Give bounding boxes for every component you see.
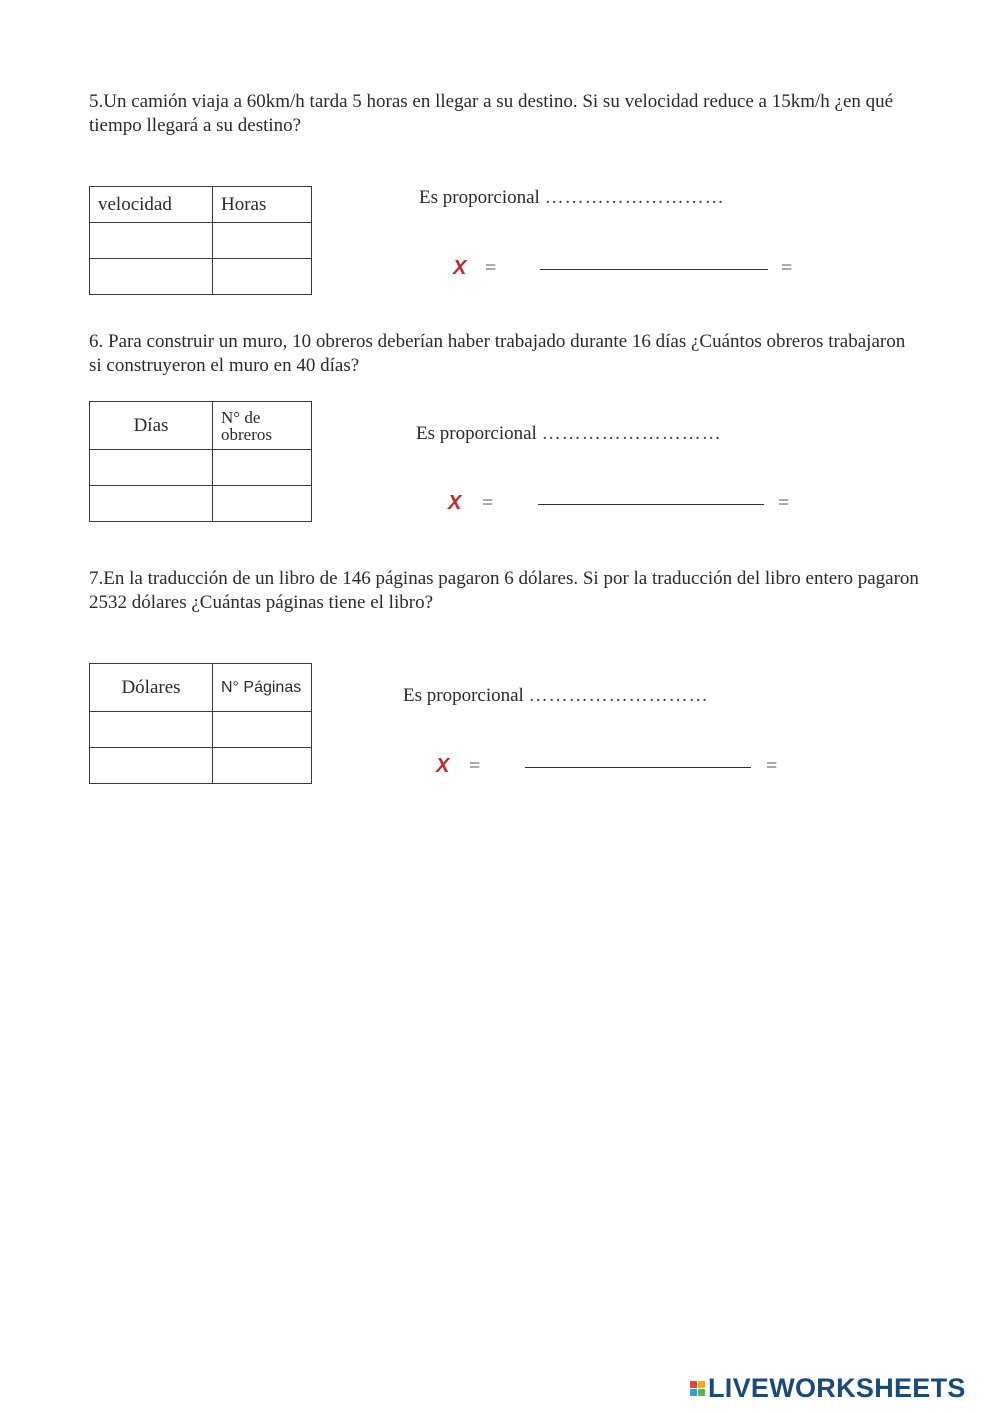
proportional-label: Es proporcional <box>403 685 524 706</box>
proportional-field-5 <box>419 187 725 209</box>
table-cell[interactable] <box>90 486 213 522</box>
table-header-obreros: N° de obreros <box>213 402 312 450</box>
proportional-label: Es proporcional <box>416 423 537 444</box>
table-header-dias: Días <box>90 402 213 450</box>
problem-5-table <box>89 186 312 295</box>
equals-sign: = <box>485 257 497 279</box>
proportional-blank[interactable]: ……………………… <box>541 423 722 444</box>
table-cell[interactable] <box>213 450 312 486</box>
fraction-line[interactable] <box>540 269 768 270</box>
problem-6-text: 6. Para construir un muro, 10 obreros deberían haber trabajado durante 16 días ¿Cuántos obreros trabajaron si construyeron el muro en 40 días? <box>89 331 906 376</box>
problem-7-text: 7.En la traducción de un libro de 146 páginas pagaron 6 dólares. Si por la traducción del libro entero pagaron 2532 dólares ¿Cuántas páginas tiene el libro? <box>89 568 919 613</box>
proportional-label: Es proporcional <box>419 187 540 208</box>
problem-5-text: 5.Un camión viaja a 60km/h tarda 5 horas en llegar a su destino. Si su velocidad reduce a 15km/h ¿en qué tiempo llegará a su destino? <box>89 91 894 136</box>
table-cell[interactable] <box>213 223 312 259</box>
equals-sign: = <box>781 257 793 279</box>
table-cell[interactable] <box>90 748 213 784</box>
equals-sign: = <box>778 492 790 514</box>
logo-square-icon <box>690 1389 697 1396</box>
proportional-blank[interactable]: ……………………… <box>544 187 725 208</box>
problem-7-table <box>89 663 312 784</box>
equation-7 <box>436 755 786 781</box>
equals-sign: = <box>469 755 481 777</box>
table-header-paginas: N° Páginas <box>213 664 312 712</box>
table-cell[interactable] <box>90 712 213 748</box>
problem-6-table <box>89 401 312 522</box>
table-cell[interactable] <box>213 486 312 522</box>
logo-text: LIVEWORKSHEETS <box>708 1372 966 1403</box>
fraction-line[interactable] <box>538 504 764 505</box>
table-header-horas: Horas <box>213 187 312 223</box>
x-variable: X <box>453 257 467 279</box>
table-cell[interactable] <box>90 259 213 295</box>
proportional-blank[interactable]: ……………………… <box>528 685 709 706</box>
equals-sign: = <box>482 492 494 514</box>
fraction-line[interactable] <box>525 767 751 768</box>
table-header-dolares: Dólares <box>90 664 213 712</box>
proportional-field-7 <box>403 685 709 707</box>
table-cell[interactable] <box>213 259 312 295</box>
logo-square-icon <box>698 1381 705 1388</box>
x-variable: X <box>448 492 462 514</box>
table-cell[interactable] <box>90 223 213 259</box>
logo-grid-icon <box>690 1381 705 1396</box>
proportional-field-6 <box>416 423 722 445</box>
table-cell[interactable] <box>213 748 312 784</box>
equation-6 <box>448 492 798 518</box>
equation-5 <box>453 257 803 283</box>
liveworksheets-logo <box>690 1374 966 1402</box>
logo-square-icon <box>690 1381 697 1388</box>
equals-sign: = <box>766 755 778 777</box>
table-cell[interactable] <box>213 712 312 748</box>
logo-square-icon <box>698 1389 705 1396</box>
table-header-velocidad: velocidad <box>90 187 213 223</box>
table-cell[interactable] <box>90 450 213 486</box>
x-variable: X <box>436 755 450 777</box>
